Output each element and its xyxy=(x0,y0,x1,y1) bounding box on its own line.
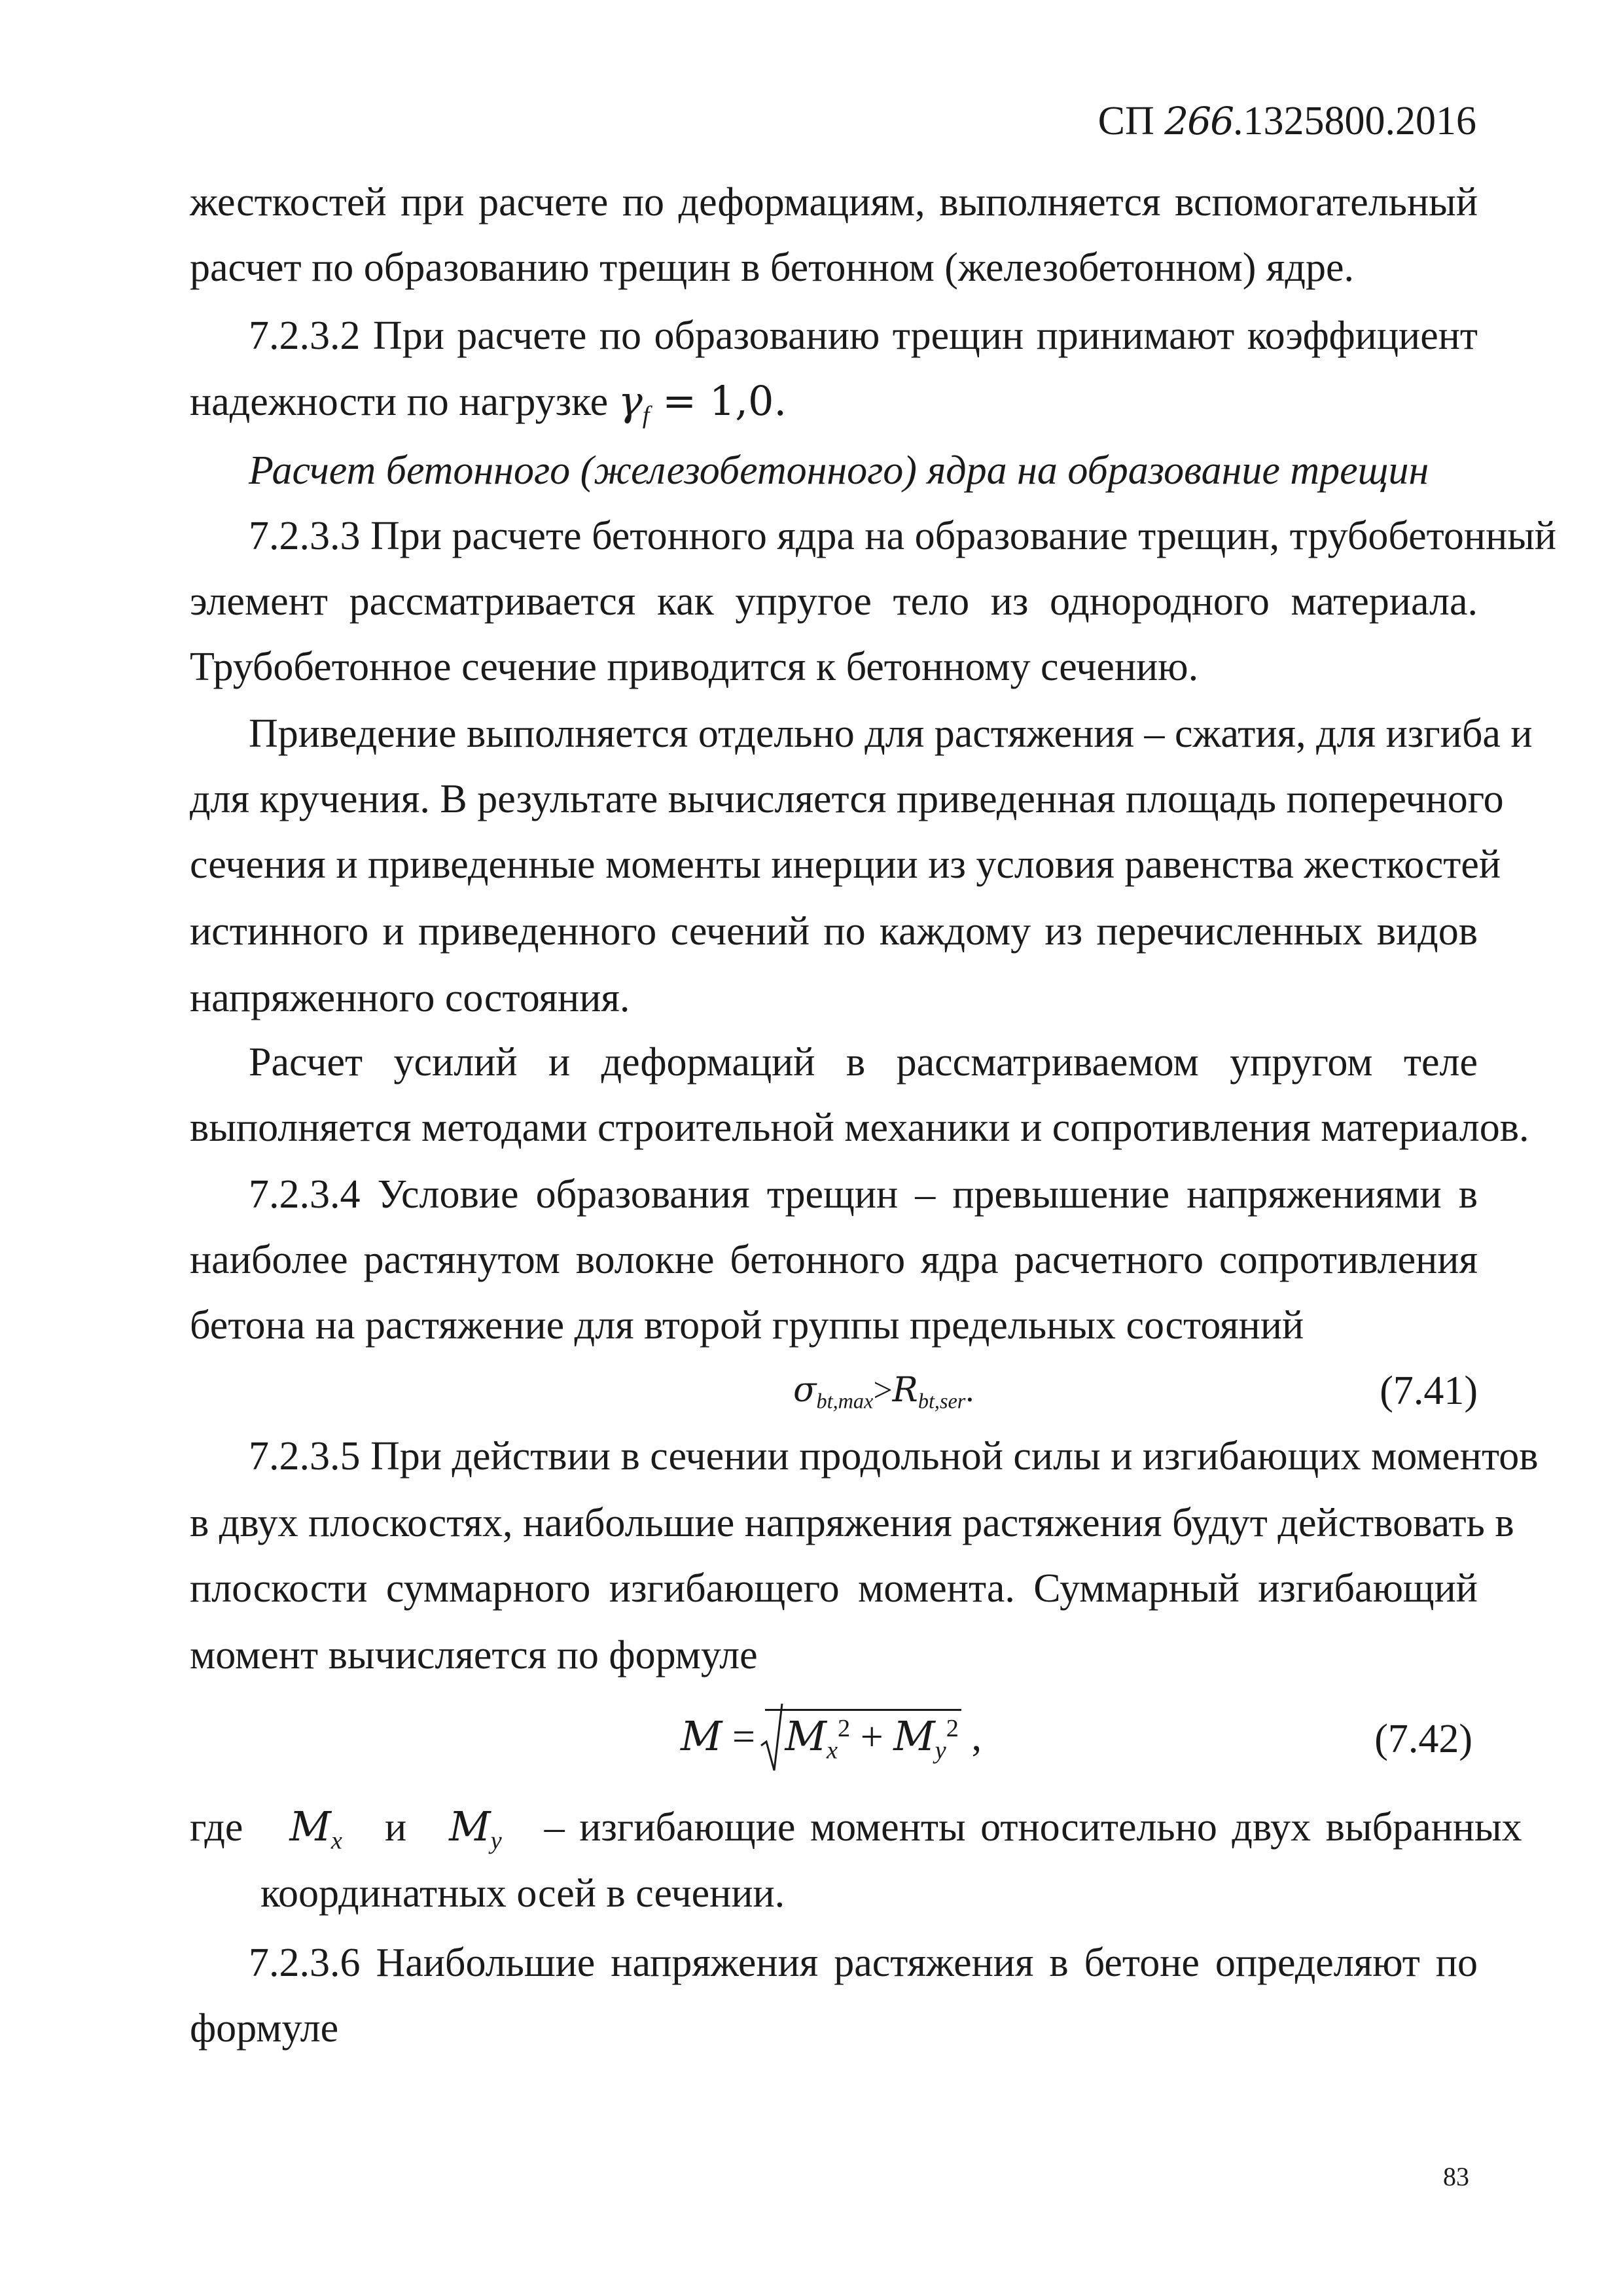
plus-sign: + xyxy=(850,1715,894,1759)
my-subscript: y xyxy=(490,1827,502,1855)
text-line: сечения и приведенные моменты инерции из условия равенства жесткостей xyxy=(190,842,1501,887)
text-line: истинного и приведенного сечений по каждому из перечисленных видов xyxy=(190,909,1478,954)
my-symbol: M xyxy=(449,1803,491,1850)
and-word: и xyxy=(384,1805,407,1850)
text-line: Трубобетонное сечение приводится к бетонному сечению. xyxy=(190,645,1199,689)
equation-number: (7.41) xyxy=(1380,1369,1478,1413)
text-line: выполняется методами строительной механики и сопротивления материалов. xyxy=(190,1105,1529,1150)
gamma-subscript: f xyxy=(642,401,650,429)
text-line: плоскости суммарного изгибающего момента. Суммарный изгибающий xyxy=(190,1566,1478,1611)
text-line: 7.2.3.6 Наибольшие напряжения растяжения в бетоне определяют по xyxy=(249,1941,1478,1985)
text-line: напряженного состояния. xyxy=(190,976,630,1020)
text-line xyxy=(190,1803,1522,1855)
page-number: 83 xyxy=(1443,2162,1469,2191)
equals-sign: = xyxy=(722,1715,766,1759)
text-fragment: – изгибающие моменты относительно двух выбранных xyxy=(544,1805,1522,1850)
text-line: Расчет усилий и деформаций в рассматриваемом упругом теле xyxy=(249,1040,1478,1085)
gamma-value: = 1,0. xyxy=(649,377,787,425)
text-line: Приведение выполняется отдельно для растяжения – сжатия, для изгиба и xyxy=(249,711,1533,756)
my-subscript: y xyxy=(935,1736,946,1765)
mx-subscript: x xyxy=(826,1736,838,1765)
text-line: 7.2.3.3 При расчете бетонного ядра на образование трещин, трубобетонный xyxy=(249,514,1557,558)
equation-number: (7.42) xyxy=(1374,1717,1472,1761)
document-code-header xyxy=(1098,98,1476,145)
text-line: формуле xyxy=(190,2006,339,2051)
sigma-subscript: bt,max xyxy=(816,1389,874,1413)
text-line: жесткостей при расчете по деформациям, выполняется вспомогательный xyxy=(190,180,1478,224)
formula-end: . xyxy=(965,1372,974,1409)
section-heading: Расчет бетонного (железобетонного) ядра на образование трещин xyxy=(249,448,1429,493)
my-exponent: 2 xyxy=(946,1714,959,1742)
text-line: элемент рассматривается как упругое тело из однородного материала. xyxy=(190,579,1478,624)
greater-than-sign: > xyxy=(873,1372,893,1409)
mx-symbol: M xyxy=(785,1712,827,1760)
text-line: в двух плоскостях, наибольшие напряжения растяжения будут действовать в xyxy=(190,1501,1514,1545)
text-line: наиболее растянутом волокне бетонного ядра расчетного сопротивления xyxy=(190,1238,1478,1282)
formula-7-41 xyxy=(793,1373,974,1412)
mx-symbol: M xyxy=(289,1803,331,1850)
gamma-symbol: γ xyxy=(618,377,643,425)
mx-subscript: x xyxy=(330,1827,342,1855)
text-line: 7.2.3.4 Условие образования трещин – превышение напряжениями в xyxy=(249,1172,1478,1217)
formula-end: , xyxy=(961,1715,982,1759)
r-symbol: R xyxy=(892,1371,918,1410)
text-line: бетона на растяжение для второй группы предельных состояний xyxy=(190,1303,1304,1348)
m-symbol: M xyxy=(681,1712,722,1760)
r-subscript: bt,ser xyxy=(918,1389,966,1413)
sigma-symbol: σ xyxy=(793,1371,817,1410)
text-line: координатных осей в сечении. xyxy=(260,1871,785,1916)
text-line: 7.2.3.2 При расчете по образованию трещин принимают коэффициент xyxy=(249,314,1478,358)
header-prefix: СП xyxy=(1097,99,1154,143)
text-fragment: надежности по нагрузке xyxy=(190,380,609,424)
header-suffix: .1325800.2016 xyxy=(1233,99,1476,143)
mx-exponent: 2 xyxy=(838,1714,851,1742)
text-line: момент вычисляется по формуле xyxy=(190,1633,758,1677)
text-line: 7.2.3.5 При действии в сечении продольной силы и изгибающих моментов xyxy=(249,1434,1539,1479)
where-word: где xyxy=(190,1805,243,1850)
text-line: расчет по образованию трещин в бетонном (железобетонном) ядре. xyxy=(190,245,1354,290)
text-line: для кручения. В результате вычисляется приведенная площадь поперечного xyxy=(190,777,1504,821)
radical-sign-icon xyxy=(760,1702,783,1774)
my-symbol: M xyxy=(893,1712,935,1760)
handwritten-number: 266 xyxy=(1164,99,1233,143)
formula-7-42 xyxy=(681,1712,982,1765)
text-line xyxy=(190,377,787,429)
square-root xyxy=(765,1712,961,1765)
